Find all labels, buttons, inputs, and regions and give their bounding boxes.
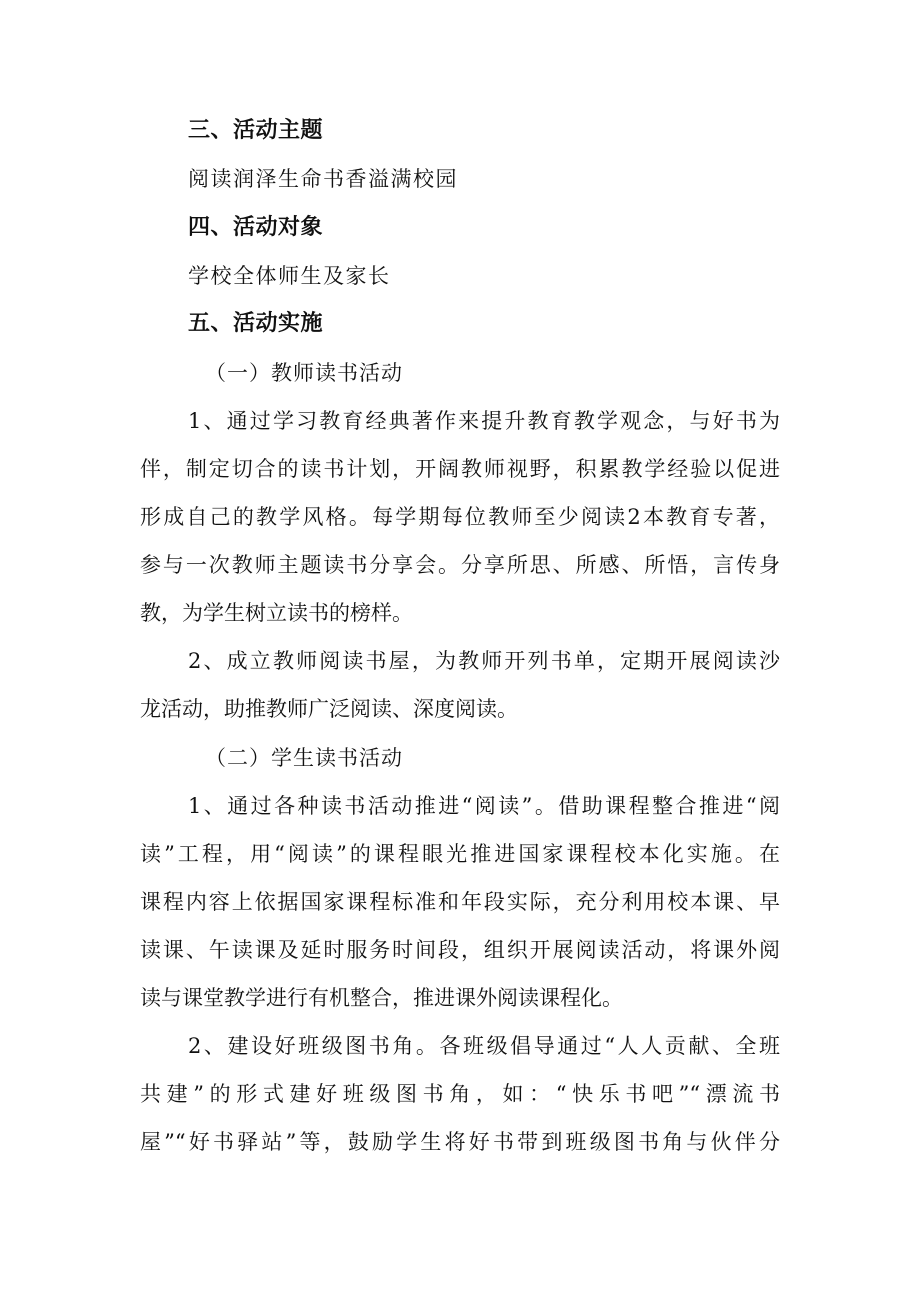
paragraph-line: 2、建设好班级图书角。各班级倡导通过“人人贡献、全班: [188, 1034, 780, 1058]
paragraph-line: 形成自己的教学风格。每学期每位教师至少阅读2本教育专著，: [140, 505, 780, 529]
paragraph-line: 读课、午读课及延时服务时间段，组织开展阅读活动，将课外阅: [140, 938, 780, 962]
paragraph-line: 伴，制定切合的读书计划，开阔教师视野，积累教学经验以促进: [140, 457, 780, 481]
subheading-student-reading: （二）学生读书活动: [205, 746, 403, 770]
paragraph-line: 1、通过学习教育经典著作来提升教育教学观念，与好书为: [188, 409, 780, 433]
paragraph-line: 2、成立教师阅读书屋，为教师开列书单，定期开展阅读沙: [188, 649, 780, 673]
section-heading-implementation: 五、活动实施: [188, 311, 324, 336]
audience-text: 学校全体师生及家长: [188, 264, 391, 288]
paragraph-line: 参与一次教师主题读书分享会。分享所思、所感、所悟，言传身: [140, 553, 780, 577]
section-heading-audience: 四、活动对象: [188, 215, 324, 240]
paragraph-line: 共建”的形式建好班级图书角，如：“快乐书吧”“漂流书: [140, 1082, 780, 1106]
subheading-teacher-reading: （一）教师读书活动: [205, 361, 403, 385]
paragraph-line: 读”工程，用“阅读”的课程眼光推进国家课程校本化实施。在: [140, 842, 780, 866]
paragraph-line: 1、通过各种读书活动推进“阅读”。借助课程整合推进“阅: [188, 794, 780, 818]
paragraph-line: 课程内容上依据国家课程标准和年段实际，充分利用校本课、早: [140, 890, 780, 914]
section-heading-theme: 三、活动主题: [188, 118, 324, 143]
paragraph-line: 读与课堂教学进行有机整合，推进课外阅读课程化。: [140, 986, 623, 1010]
theme-text: 阅读润泽生命书香溢满校园: [188, 167, 458, 191]
paragraph-line: 教，为学生树立读书的榜样。: [140, 601, 413, 625]
paragraph-line: 屋”“好书驿站”等，鼓励学生将好书带到班级图书角与伙伴分: [140, 1130, 780, 1154]
paragraph-line: 龙活动，助推教师广泛阅读、深度阅读。: [140, 697, 518, 721]
